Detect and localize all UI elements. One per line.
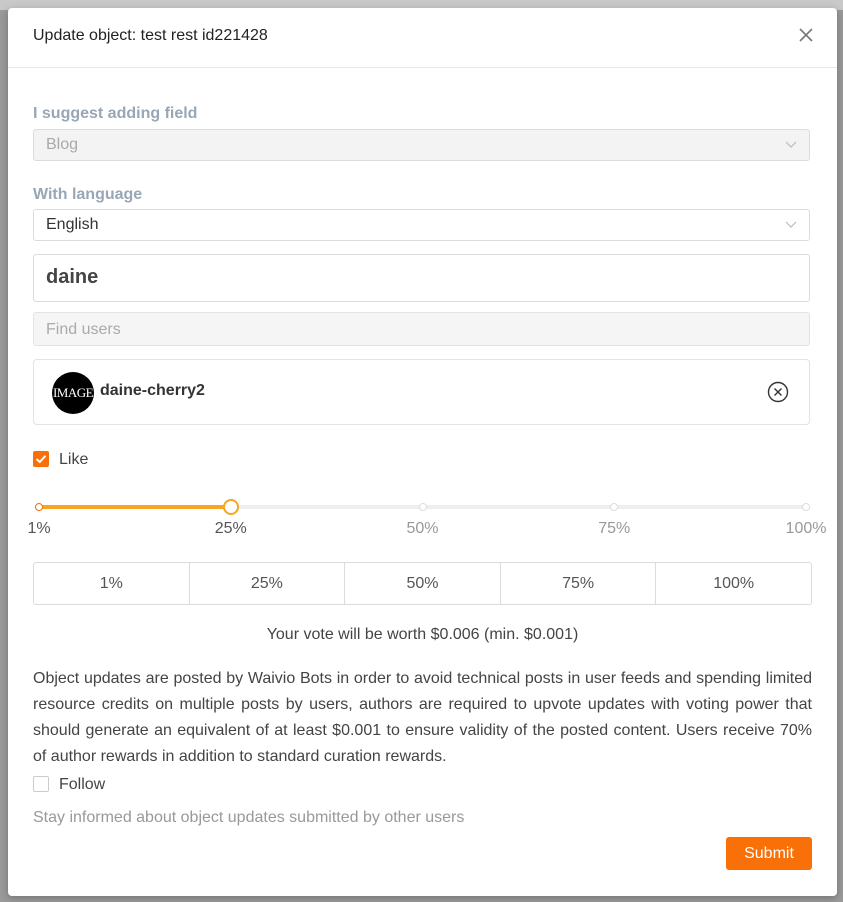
language-select-value: English (46, 216, 99, 233)
selected-user-card (33, 359, 810, 425)
slider-mark-label[interactable]: 1% (27, 520, 51, 537)
update-object-modal (8, 8, 837, 896)
name-input[interactable]: daine (33, 254, 810, 302)
check-icon (33, 451, 49, 467)
slider-track (39, 505, 231, 509)
slider-mark-label[interactable]: 25% (214, 520, 247, 537)
follow-checkbox[interactable] (33, 776, 49, 792)
slider-dot[interactable] (419, 503, 427, 511)
follow-label: Follow (59, 776, 106, 793)
modal-header (8, 8, 837, 68)
like-checkbox[interactable] (33, 451, 49, 467)
close-button[interactable] (797, 26, 815, 44)
remove-circle-icon (767, 381, 789, 403)
vote-percent-option[interactable]: 100% (713, 574, 755, 592)
modal-title: Update object: test rest id221428 (33, 27, 268, 44)
like-label: Like (59, 451, 89, 468)
slider-mark-label[interactable]: 50% (406, 520, 439, 537)
slider-handle[interactable] (223, 499, 239, 515)
slider-dot[interactable] (610, 503, 618, 511)
submit-button[interactable]: Submit (726, 837, 812, 870)
follow-hint: Stay informed about object updates submitted by other users (33, 809, 465, 826)
remove-user-button[interactable] (767, 381, 789, 403)
language-label: With language (33, 186, 143, 203)
slider-mark-label[interactable]: 75% (598, 520, 631, 537)
language-select[interactable] (33, 209, 810, 241)
vote-percent-option[interactable]: 50% (345, 563, 501, 604)
field-select[interactable] (33, 129, 810, 161)
field-label: I suggest adding field (33, 105, 198, 122)
close-icon (797, 26, 815, 44)
vote-worth-text: Your vote will be worth $0.006 (min. $0.001) (266, 626, 579, 643)
update-description: Object updates are posted by Waivio Bots in order to avoid technical posts in user feeds and spending limited resource credits on multiple posts by users, authors are required to upvote updates with voting power that should generate an equivalent of at least $0.001 to ensure validity of the posted content. Users receive 70% of author rewards in addition to standard curation rewards. (33, 670, 812, 765)
vote-percent-option[interactable]: 1% (34, 563, 190, 604)
vote-percent-option[interactable]: 25% (190, 563, 346, 604)
vote-percent-options (33, 562, 812, 605)
user-name[interactable]: daine-cherry2 (100, 382, 205, 399)
vote-percent-option[interactable]: 75% (501, 563, 657, 604)
chevron-down-icon (785, 218, 797, 230)
slider-dot[interactable] (802, 503, 810, 511)
slider-mark-label[interactable]: 100% (785, 520, 827, 537)
slider-dot[interactable] (35, 503, 43, 511)
find-users-input[interactable]: Find users (33, 312, 810, 346)
chevron-down-icon (785, 138, 797, 150)
avatar: IMAGE (52, 372, 94, 414)
field-select-value: Blog (46, 136, 79, 153)
